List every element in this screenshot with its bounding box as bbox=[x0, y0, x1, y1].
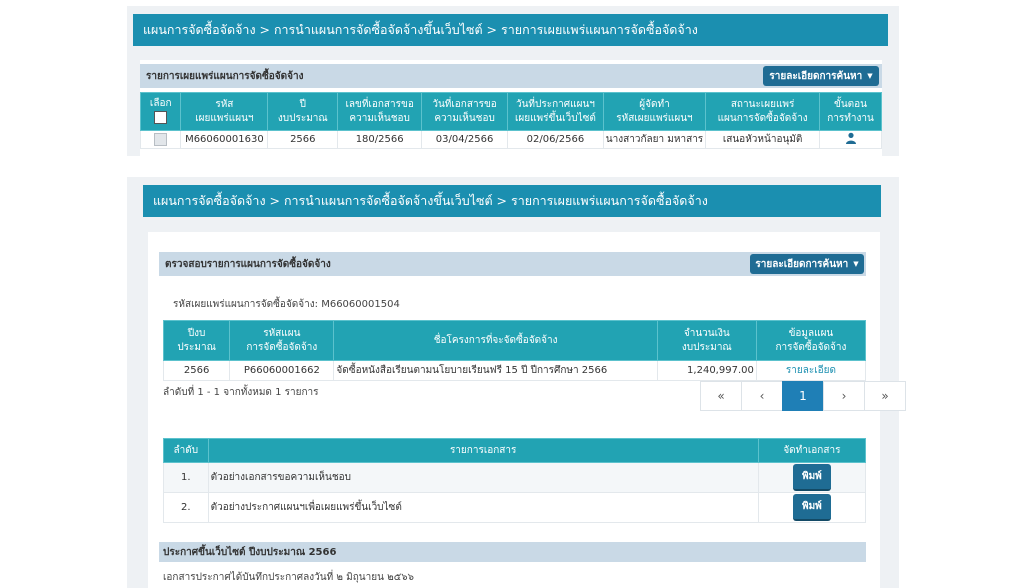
col-status bbox=[706, 93, 820, 131]
documents-table bbox=[163, 438, 866, 523]
col-label: ความเห็นชอบ bbox=[349, 112, 410, 124]
record-info: ลำดับที่ 1 - 1 จากทั้งหมด 1 รายการ bbox=[163, 387, 319, 398]
col-label: ชื่อโครงการที่จะจัดซื้อจัดจ้าง bbox=[433, 334, 558, 346]
top-breadcrumb: แผนการจัดซื้อจัดจ้าง > การนำแผนการจัดซื้อจัดจ้างขึ้นเว็บไซต์ > รายการเผยแพร่แผนการจัดซื้อจัดจ้าง bbox=[133, 14, 888, 46]
row-doc-date: 03/04/2566 bbox=[422, 131, 508, 149]
row-step-cell bbox=[820, 131, 882, 149]
row-publish-date: 02/06/2566 bbox=[508, 131, 604, 149]
top-publish-table bbox=[140, 92, 882, 149]
announce-title: ประกาศขึ้นเว็บไซต์ ปีงบประมาณ 2566 bbox=[159, 542, 866, 562]
top-search-details-button[interactable] bbox=[763, 66, 879, 86]
bottom-search-details-button[interactable] bbox=[750, 254, 864, 274]
pager-next-button[interactable]: › bbox=[823, 381, 865, 411]
pager-first-button[interactable]: « bbox=[700, 381, 742, 411]
col-label: งบประมาณ bbox=[681, 341, 732, 353]
col-label: สถานะเผยแพร่ bbox=[730, 98, 795, 110]
col-label: การจัดซื้อจัดจ้าง bbox=[775, 341, 847, 353]
col-amount bbox=[657, 321, 756, 361]
col-label: เผยแพร่ขึ้นเว็บไซต์ bbox=[514, 112, 596, 124]
col-plan-info bbox=[756, 321, 865, 361]
row-checkbox-cell bbox=[141, 131, 181, 149]
col-label: เผยแพร่แผนฯ bbox=[195, 112, 254, 124]
pager-last-button[interactable]: » bbox=[864, 381, 906, 411]
bottom-breadcrumb: แผนการจัดซื้อจัดจ้าง > การนำแผนการจัดซื้อจัดจ้างขึ้นเว็บไซต์ > รายการเผยแพร่แผนการจัดซื้อจัดจ้าง bbox=[143, 185, 881, 217]
pagination bbox=[701, 381, 906, 411]
publish-code-line: รหัสเผยแพร่แผนการจัดซื้อจัดจ้าง: M66060001504 bbox=[173, 299, 400, 310]
doc-action-cell bbox=[758, 493, 865, 523]
col-doc-no: ลำดับ bbox=[164, 439, 209, 463]
col-label: งบประมาณ bbox=[277, 112, 328, 124]
col-project-name bbox=[334, 321, 657, 361]
col-doc-no bbox=[338, 93, 422, 131]
col-label: ขั้นตอน bbox=[834, 98, 868, 110]
table-row bbox=[141, 131, 882, 149]
row-creator: นางสาวกัลยา มหาสาร bbox=[603, 131, 705, 149]
col-label: การจัดซื้อจัดจ้าง bbox=[246, 341, 318, 353]
col-label: ปี bbox=[299, 98, 306, 110]
table-row bbox=[164, 361, 866, 381]
col-select bbox=[141, 93, 181, 131]
print-button[interactable]: พิมพ์ bbox=[793, 464, 831, 491]
doc-name: ตัวอย่างเอกสารขอความเห็นชอบ bbox=[208, 463, 758, 493]
col-label: รหัส bbox=[215, 98, 234, 110]
col-label: ความเห็นชอบ bbox=[434, 112, 495, 124]
col-select-label: เลือก bbox=[149, 98, 172, 110]
row-checkbox[interactable] bbox=[154, 133, 167, 146]
plan-project-name: จัดซื้อหนังสือเรียนตามนโยบายเรียนฟรี 15 ปี ปีการศึกษา 2566 bbox=[334, 361, 657, 381]
plan-detail-link-cell bbox=[756, 361, 865, 381]
col-label: ผู้จัดทำ bbox=[639, 98, 670, 110]
caret-down-icon: ▼ bbox=[853, 260, 859, 268]
col-label: วันที่เอกสารขอ bbox=[432, 98, 497, 110]
plan-code: P66060001662 bbox=[230, 361, 334, 381]
row-status: เสนอหัวหน้าอนุมัติ bbox=[706, 131, 820, 149]
announce-note: เอกสารประกาศได้บันทึกประกาศลงวันที่ ๒ มิถุนายน ๒๕๖๖ bbox=[163, 572, 414, 583]
col-label: รหัสแผน bbox=[263, 327, 301, 339]
col-label: ข้อมูลแผน bbox=[788, 327, 834, 339]
plan-amount: 1,240,997.00 bbox=[657, 361, 756, 381]
plan-table bbox=[163, 320, 866, 381]
plan-year: 2566 bbox=[164, 361, 230, 381]
top-search-button-label: รายละเอียดการค้นหา bbox=[769, 70, 863, 82]
user-icon[interactable] bbox=[845, 132, 857, 144]
col-label: รหัสเผยแพร่แผนฯ bbox=[616, 112, 693, 124]
caret-down-icon: ▼ bbox=[867, 72, 873, 80]
col-plan-code bbox=[230, 321, 334, 361]
col-doc-name: รายการเอกสาร bbox=[208, 439, 758, 463]
col-label: แผนการจัดซื้อจัดจ้าง bbox=[717, 112, 808, 124]
doc-no: 2. bbox=[164, 493, 209, 523]
col-step bbox=[820, 93, 882, 131]
pager-prev-button[interactable]: ‹ bbox=[741, 381, 783, 411]
doc-no: 1. bbox=[164, 463, 209, 493]
col-label: การทำงาน bbox=[827, 112, 874, 124]
col-plan-year bbox=[164, 321, 230, 361]
row-doc-no: 180/2566 bbox=[338, 131, 422, 149]
table-row bbox=[164, 493, 866, 523]
col-creator bbox=[603, 93, 705, 131]
col-label: วันที่ประกาศแผนฯ bbox=[515, 98, 595, 110]
col-label: ประมาณ bbox=[177, 341, 216, 353]
pager-page-1[interactable]: 1 bbox=[782, 381, 824, 411]
doc-action-cell bbox=[758, 463, 865, 493]
print-button[interactable]: พิมพ์ bbox=[793, 494, 831, 521]
col-doc-action: จัดทำเอกสาร bbox=[758, 439, 865, 463]
col-label: ปีงบ bbox=[187, 327, 206, 339]
table-row bbox=[164, 463, 866, 493]
bottom-search-button-label: รายละเอียดการค้นหา bbox=[755, 258, 849, 270]
col-label: จำนวนเงิน bbox=[683, 327, 730, 339]
col-publish-date bbox=[508, 93, 604, 131]
col-label: เลขที่เอกสารขอ bbox=[345, 98, 414, 110]
plan-detail-link[interactable]: รายละเอียด bbox=[785, 365, 836, 376]
select-all-checkbox[interactable] bbox=[154, 111, 167, 124]
top-section-title: รายการเผยแพร่แผนการจัดซื้อจัดจ้าง bbox=[140, 64, 882, 88]
bottom-section-title: ตรวจสอบรายการแผนการจัดซื้อจัดจ้าง bbox=[159, 252, 866, 276]
col-publish-code bbox=[181, 93, 268, 131]
row-year: 2566 bbox=[268, 131, 338, 149]
doc-name: ตัวอย่างประกาศแผนฯเพื่อเผยแพร่ขึ้นเว็บไซต์ bbox=[208, 493, 758, 523]
col-doc-date bbox=[422, 93, 508, 131]
col-year bbox=[268, 93, 338, 131]
row-publish-code: M66060001630 bbox=[181, 131, 268, 149]
